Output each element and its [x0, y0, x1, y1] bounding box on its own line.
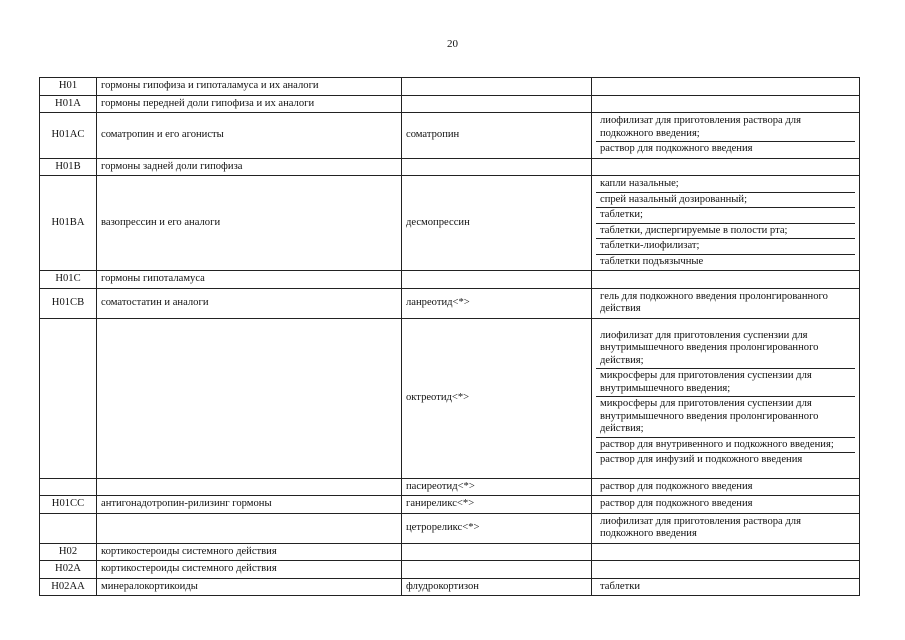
- dosage-forms-cell: [592, 113, 860, 159]
- atc-code-cell: H01C: [40, 271, 97, 289]
- dosage-forms-list: [596, 177, 855, 269]
- dosage-form-item: раствор для внутривенного и подкожного введения;: [596, 437, 855, 453]
- atc-code-cell: H01CC: [40, 496, 97, 514]
- atc-group-cell: соматропин и его агонисты: [97, 113, 402, 159]
- drug-name-cell: [402, 158, 592, 176]
- atc-code-cell: H02: [40, 543, 97, 561]
- drug-name-cell: [402, 78, 592, 96]
- table-row: [40, 78, 860, 96]
- atc-code-cell: H01B: [40, 158, 97, 176]
- atc-group-cell: гормоны гипофиза и гипоталамуса и их аналоги: [97, 78, 402, 96]
- atc-group-cell: гормоны передней доли гипофиза и их аналоги: [97, 95, 402, 113]
- table-row: [40, 318, 860, 478]
- atc-group-cell: [97, 513, 402, 543]
- drug-name-cell: [402, 561, 592, 579]
- table-row: [40, 578, 860, 596]
- dosage-forms-cell: [592, 271, 860, 289]
- dosage-forms-cell: [592, 496, 860, 514]
- dosage-forms-list: [596, 545, 855, 560]
- atc-code-cell: H01: [40, 78, 97, 96]
- atc-code-cell: H01A: [40, 95, 97, 113]
- atc-group-cell: антигонадотропин-рилизинг гормоны: [97, 496, 402, 514]
- dosage-form-item: лиофилизат для приготовления суспензии для внутримышечного введения пролонгированного действия;: [600, 329, 819, 366]
- dosage-forms-list: [596, 580, 855, 595]
- dosage-form-item: раствор для подкожного введения: [600, 498, 753, 509]
- atc-group-cell: [97, 318, 402, 478]
- dosage-form-item: [596, 97, 855, 112]
- atc-group-cell: гормоны гипоталамуса: [97, 271, 402, 289]
- atc-group-cell: кортикостероиды системного действия: [97, 561, 402, 579]
- dosage-form-item: [596, 272, 855, 287]
- drug-name-cell: [402, 543, 592, 561]
- dosage-form-item: [596, 160, 855, 175]
- table-row: [40, 543, 860, 561]
- dosage-form-item: спрей назальный дозированный;: [596, 192, 855, 208]
- atc-group-cell: [97, 478, 402, 496]
- table-row: [40, 513, 860, 543]
- drug-name-cell: [402, 95, 592, 113]
- dosage-form-item: раствор для подкожного введения: [600, 480, 753, 492]
- drug-table: [39, 77, 860, 596]
- dosage-forms-cell: [592, 578, 860, 596]
- dosage-forms-list: [596, 272, 855, 287]
- dosage-form-item: микросферы для приготовления суспензии для внутримышечного введения;: [596, 368, 855, 396]
- atc-group-cell: соматостатин и аналоги: [97, 288, 402, 318]
- atc-code-cell: H01CB: [40, 288, 97, 318]
- dosage-form-item: [596, 545, 855, 560]
- dosage-form-item: раствор для подкожного введения: [596, 141, 855, 157]
- table-row: [40, 496, 860, 514]
- drug-name-cell: [402, 271, 592, 289]
- dosage-forms-list: [596, 497, 855, 512]
- atc-code-cell: H01AC: [40, 113, 97, 159]
- dosage-forms-list: [596, 97, 855, 112]
- dosage-forms-list: [596, 114, 855, 157]
- dosage-forms-list: [596, 290, 855, 317]
- drug-name-cell: флудрокортизон: [402, 578, 592, 596]
- dosage-form-item: микросферы для приготовления суспензии для внутримышечного введения пролонгированного действия;: [596, 396, 855, 437]
- table-row: [40, 561, 860, 579]
- drug-name-cell: соматропин: [402, 113, 592, 159]
- dosage-forms-list: [596, 480, 855, 495]
- table-row: [40, 478, 860, 496]
- dosage-forms-cell: [592, 176, 860, 271]
- drug-name-cell: пасиреотид<*>: [402, 478, 592, 496]
- dosage-form-item: гель для подкожного введения пролонгированного действия: [600, 290, 828, 314]
- atc-code-cell: H01BA: [40, 176, 97, 271]
- dosage-forms-cell: [592, 478, 860, 496]
- drug-name-cell: октреотид<*>: [402, 318, 592, 478]
- table-row: [40, 158, 860, 176]
- drug-name-cell: ланреотид<*>: [402, 288, 592, 318]
- dosage-forms-cell: [592, 95, 860, 113]
- table-row: [40, 271, 860, 289]
- table-row: [40, 176, 860, 271]
- dosage-forms-list: [596, 79, 855, 94]
- table-body: [40, 78, 860, 596]
- dosage-forms-cell: [592, 318, 860, 478]
- table-row: [40, 95, 860, 113]
- dosage-form-item: [596, 79, 855, 94]
- atc-group-cell: минералокортикоиды: [97, 578, 402, 596]
- dosage-forms-cell: [592, 561, 860, 579]
- page-number: 20: [447, 38, 458, 50]
- atc-group-cell: гормоны задней доли гипофиза: [97, 158, 402, 176]
- dosage-form-item: капли назальные;: [600, 178, 679, 189]
- dosage-forms-cell: [592, 513, 860, 543]
- drug-name-cell: десмопрессин: [402, 176, 592, 271]
- table-row: [40, 288, 860, 318]
- dosage-forms-cell: [592, 78, 860, 96]
- atc-code-cell: [40, 513, 97, 543]
- dosage-form-item: таблетки подъязычные: [596, 254, 855, 270]
- atc-group-cell: кортикостероиды системного действия: [97, 543, 402, 561]
- drug-name-cell: цетрореликс<*>: [402, 513, 592, 543]
- atc-group-cell: вазопрессин и его аналоги: [97, 176, 402, 271]
- dosage-form-item: лиофилизат для приготовления раствора для подкожного введения: [600, 515, 801, 539]
- table-row: [40, 113, 860, 159]
- atc-code-cell: [40, 478, 97, 496]
- dosage-forms-list: [596, 329, 855, 468]
- atc-code-cell: H02AA: [40, 578, 97, 596]
- dosage-forms-cell: [592, 543, 860, 561]
- dosage-form-item: таблетки: [600, 580, 641, 592]
- drug-name-cell: ганиреликс<*>: [402, 496, 592, 514]
- dosage-form-item: таблетки-лиофилизат;: [596, 238, 855, 254]
- atc-code-cell: H02A: [40, 561, 97, 579]
- dosage-form-item: таблетки, диспергируемые в полости рта;: [596, 223, 855, 239]
- dosage-form-item: раствор для инфузий и подкожного введения: [596, 452, 855, 468]
- dosage-forms-cell: [592, 288, 860, 318]
- dosage-form-item: лиофилизат для приготовления раствора для подкожного введения;: [600, 115, 801, 139]
- dosage-forms-cell: [592, 158, 860, 176]
- dosage-form-item: таблетки;: [596, 207, 855, 223]
- atc-code-cell: [40, 318, 97, 478]
- dosage-forms-list: [596, 515, 855, 542]
- dosage-form-item: [596, 562, 855, 577]
- dosage-forms-list: [596, 562, 855, 577]
- dosage-forms-list: [596, 160, 855, 175]
